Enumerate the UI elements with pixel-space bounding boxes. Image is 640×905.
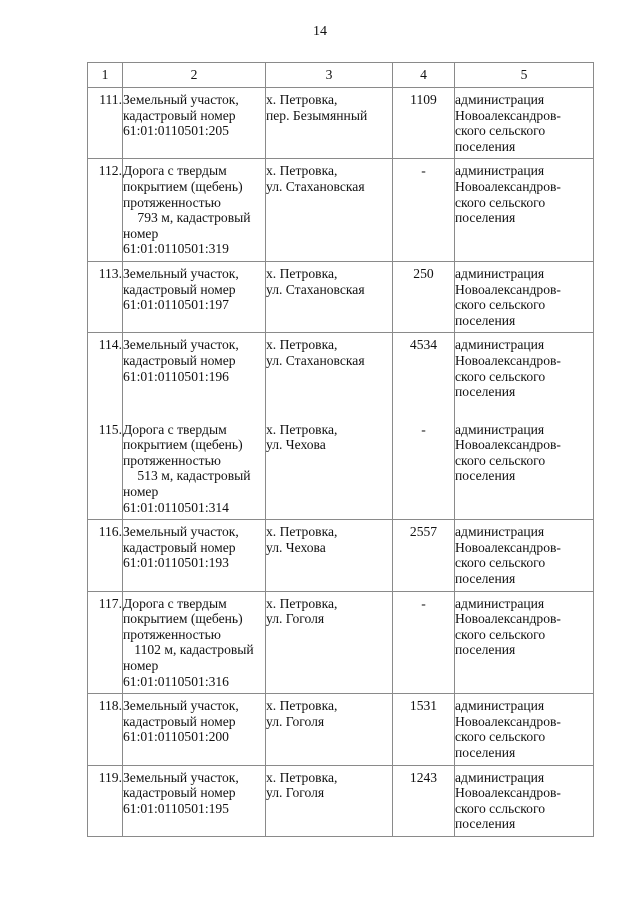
object-address-line: х. Петровка,	[266, 92, 338, 107]
object-name-line: кадастровый номер	[123, 539, 236, 555]
object-address-line: ул. Чехова	[266, 539, 326, 555]
object-address	[266, 765, 393, 836]
object-address-line: х. Петровка,	[266, 698, 338, 714]
object-owner-line: Новоалександров-	[455, 437, 561, 453]
table-row	[88, 159, 594, 262]
object-area: -	[393, 591, 455, 694]
object-owner-line: Новоалександров-	[455, 611, 561, 627]
header-row	[88, 63, 594, 88]
object-address	[266, 591, 393, 694]
object-owner-line: администрация	[455, 163, 545, 179]
object-address-line: х. Петровка,	[266, 265, 338, 281]
object-name	[123, 88, 266, 159]
object-name-line: кадастровый номер	[123, 713, 236, 729]
object-owner	[455, 694, 594, 765]
object-area: 250	[393, 261, 455, 332]
object-address	[266, 261, 393, 332]
object-name-line: 61:01:0110501:316	[123, 673, 229, 689]
object-name-line: Земельный участок,	[123, 524, 239, 540]
object-owner-line: Новоалександров-	[455, 281, 561, 297]
object-owner	[455, 765, 594, 836]
object-owner-line: ского сельского	[455, 123, 546, 139]
object-owner-line: поселения	[455, 312, 516, 328]
object-name-line: протяженностью	[123, 452, 221, 468]
object-owner-line: Новоалександров-	[455, 352, 561, 368]
object-name-line: 61:01:0110501:319	[123, 241, 229, 257]
row-number: 114.	[88, 333, 123, 418]
object-owner-line: ского сельского	[455, 194, 546, 210]
object-owner-line: поселения	[455, 744, 516, 760]
object-owner-line: администрация	[455, 337, 545, 353]
object-name	[123, 333, 266, 418]
header-col-2: 2	[123, 63, 266, 88]
object-name	[123, 520, 266, 591]
object-owner-line: поселения	[455, 642, 516, 658]
row-number: 112.	[88, 159, 123, 262]
object-owner	[455, 520, 594, 591]
object-owner	[455, 418, 594, 520]
object-name-line: Дорога с твердым	[123, 163, 227, 179]
header-col-5: 5	[455, 63, 594, 88]
row-number: 118.	[88, 694, 123, 765]
object-owner	[455, 88, 594, 159]
object-owner-line: Новоалександров-	[455, 107, 561, 123]
table-row	[88, 333, 594, 418]
object-name	[123, 261, 266, 332]
object-address	[266, 418, 393, 520]
object-name-line: 61:01:0110501:195	[123, 800, 229, 816]
object-name	[123, 418, 266, 520]
object-name-line: кадастровый номер	[123, 281, 236, 297]
object-owner-line: ского ссльского	[455, 800, 546, 816]
object-name-line: 61:01:0110501:196	[123, 368, 229, 384]
object-name-line: 513 м, кадастровый	[137, 468, 251, 484]
object-owner-line: администрация	[455, 769, 545, 785]
object-area: 1243	[393, 765, 455, 836]
object-owner-line: поселения	[455, 210, 516, 226]
object-name-line: 61:01:0110501:193	[123, 555, 229, 571]
object-name-line: Земельный участок,	[123, 769, 239, 785]
object-owner	[455, 333, 594, 418]
object-address-line: х. Петровка,	[266, 524, 338, 540]
object-owner	[455, 591, 594, 694]
row-number: 111.	[88, 88, 123, 159]
object-address-line: пер. Безымянный	[266, 107, 368, 123]
object-owner-line: поселения	[455, 138, 516, 154]
object-name	[123, 591, 266, 694]
object-name-line: кадастровый номер	[123, 785, 236, 801]
object-owner-line: администрация	[455, 92, 545, 107]
object-owner	[455, 159, 594, 262]
object-address	[266, 159, 393, 262]
row-number: 116.	[88, 520, 123, 591]
object-name-line: 61:01:0110501:200	[123, 729, 229, 745]
object-name	[123, 765, 266, 836]
object-name-line: Дорога с твердым	[123, 595, 227, 611]
table-row	[88, 261, 594, 332]
row-number: 115.	[88, 418, 123, 520]
object-name-line: протяженностью	[123, 626, 221, 642]
table-row	[88, 88, 594, 159]
object-address	[266, 520, 393, 591]
header-col-1: 1	[88, 63, 123, 88]
object-area: -	[393, 418, 455, 520]
object-address-line: ул. Стахановская	[266, 352, 365, 368]
object-address-line: ул. Чехова	[266, 437, 326, 453]
object-name-line: Земельный участок,	[123, 698, 239, 714]
object-name-line: 61:01:0110501:314	[123, 499, 229, 515]
header-col-4: 4	[393, 63, 455, 88]
object-address-line: ул. Гоголя	[266, 611, 325, 627]
object-name-line: номер	[123, 658, 159, 673]
object-owner-line: администрация	[455, 524, 545, 540]
object-area: -	[393, 159, 455, 262]
object-owner-line: администрация	[455, 698, 545, 714]
object-address	[266, 333, 393, 418]
object-owner-line: администрация	[455, 421, 545, 437]
table-row	[88, 694, 594, 765]
object-area: 1109	[393, 88, 455, 159]
object-owner-line: Новоалександров-	[455, 539, 561, 555]
object-address-line: х. Петровка,	[266, 769, 338, 785]
object-name	[123, 159, 266, 262]
object-area: 1531	[393, 694, 455, 765]
object-address-line: ул. Стахановская	[266, 281, 365, 297]
object-owner-line: ского сельского	[455, 452, 546, 468]
object-owner-line: Новоалександров-	[455, 713, 561, 729]
object-owner-line: ского сельского	[455, 729, 546, 745]
object-owner-line: ского сельского	[455, 368, 546, 384]
table-row	[88, 765, 594, 836]
table-row	[88, 418, 594, 520]
object-owner-line: поселения	[455, 571, 516, 587]
object-address-line: х. Петровка,	[266, 421, 338, 437]
object-name-line: покрытием (щебень)	[123, 611, 243, 627]
object-address	[266, 694, 393, 765]
object-owner-line: Новоалександров-	[455, 785, 561, 801]
object-address-line: х. Петровка,	[266, 163, 338, 179]
page-number: 14	[313, 24, 327, 39]
object-name-line: кадастровый номер	[123, 352, 236, 368]
object-owner	[455, 261, 594, 332]
object-area: 2557	[393, 520, 455, 591]
object-owner-line: ского сельского	[455, 297, 546, 313]
object-area: 4534	[393, 333, 455, 418]
object-name-line: кадастровый номер	[123, 107, 236, 123]
object-name-line: покрытием (щебень)	[123, 437, 243, 453]
table-row	[88, 520, 594, 591]
object-address-line: ул. Стахановская	[266, 178, 365, 194]
object-address-line: х. Петровка,	[266, 337, 338, 353]
object-name-line: номер	[123, 225, 159, 241]
table-row	[88, 591, 594, 694]
object-owner-line: поселения	[455, 816, 516, 832]
object-name-line: 61:01:0110501:205	[123, 123, 229, 139]
object-owner-line: поселения	[455, 468, 516, 484]
object-address-line: ул. Гоголя	[266, 713, 325, 729]
object-name-line: 1102 м, кадастровый	[134, 642, 254, 658]
object-name-line: 793 м, кадастровый	[137, 210, 251, 226]
object-name-line: Дорога с твердым	[123, 421, 227, 437]
object-name	[123, 694, 266, 765]
row-number: 117.	[88, 591, 123, 694]
object-name-line: 61:01:0110501:197	[123, 297, 229, 313]
header-col-3: 3	[266, 63, 393, 88]
object-name-line: Земельный участок,	[123, 92, 239, 107]
row-number: 113.	[88, 261, 123, 332]
property-registry-table	[87, 62, 594, 837]
object-owner-line: поселения	[455, 384, 516, 400]
object-name-line: покрытием (щебень)	[123, 178, 243, 194]
object-address	[266, 88, 393, 159]
object-address-line: х. Петровка,	[266, 595, 338, 611]
object-owner-line: ского сельского	[455, 555, 546, 571]
object-name-line: номер	[123, 484, 159, 500]
object-name-line: протяженностью	[123, 194, 221, 210]
row-number: 119.	[88, 765, 123, 836]
object-owner-line: ского сельского	[455, 626, 546, 642]
object-owner-line: Новоалександров-	[455, 178, 561, 194]
object-owner-line: администрация	[455, 595, 545, 611]
object-owner-line: администрация	[455, 265, 545, 281]
object-name-line: Земельный участок,	[123, 265, 239, 281]
object-name-line: Земельный участок,	[123, 337, 239, 353]
object-address-line: ул. Гоголя	[266, 785, 325, 801]
table-body	[88, 88, 594, 837]
